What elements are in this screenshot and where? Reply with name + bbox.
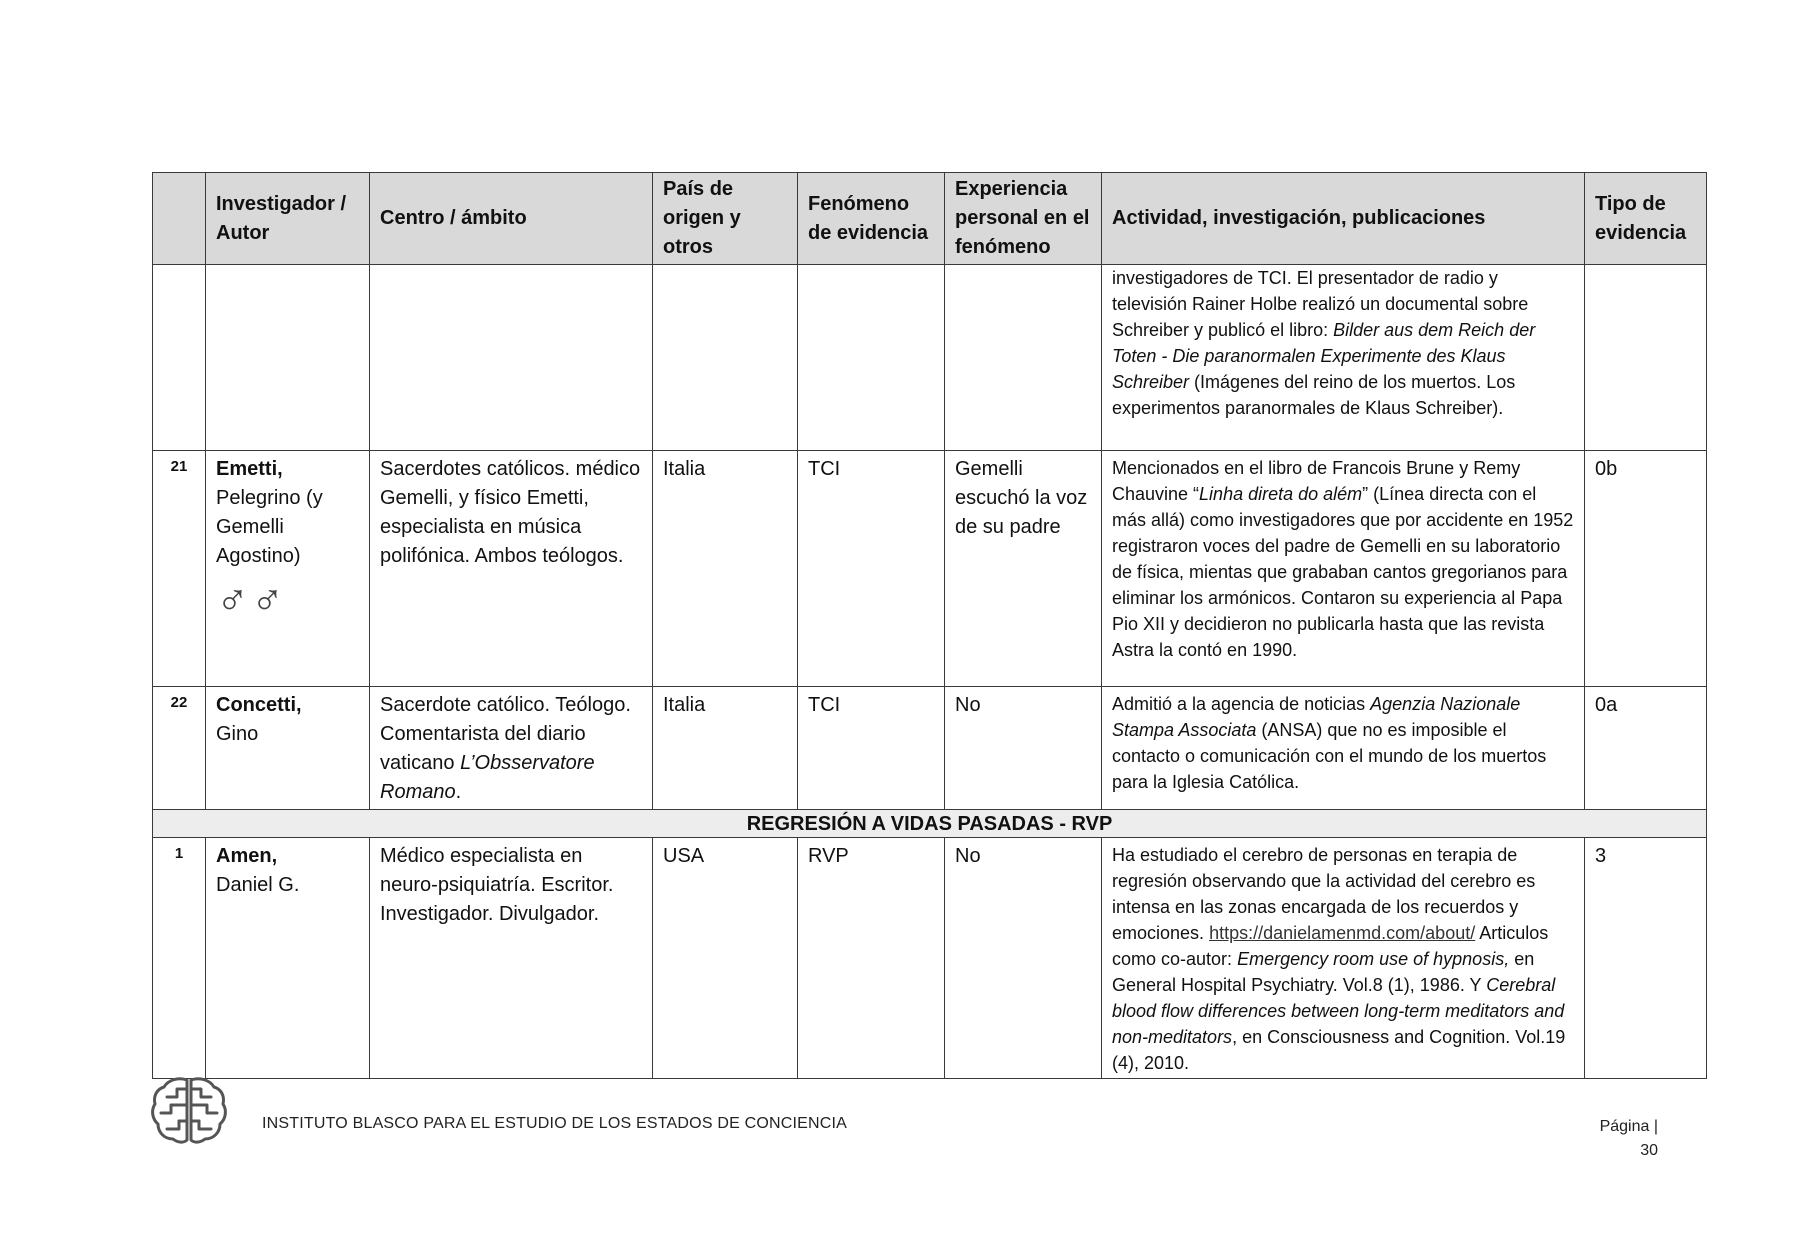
- cell-tipo: 0a: [1585, 687, 1707, 810]
- centro-text: .: [455, 781, 462, 803]
- header-experiencia: Experiencia personal en el fenómeno: [945, 173, 1102, 265]
- act-text: Ha estudiado el cerebro de personas en terapia de regresión observando que la actividad del cerebro es intensa en las zonas encargada de los recuerdos y emociones.: [1112, 845, 1536, 943]
- cell-tipo: 0b: [1585, 451, 1707, 687]
- header-investigador: Investigador / Autor: [206, 173, 370, 265]
- cell-pais: Italia: [653, 687, 798, 810]
- cell-centro: Médico especialista en neuro-psiquiatría. Escritor. Investigador. Divulgador.: [370, 838, 653, 1079]
- cell-empty: [153, 265, 206, 451]
- cell-investigador: [206, 687, 370, 810]
- act-text: Admitió a la agencia de noticias: [1112, 694, 1371, 714]
- footer-page: [1590, 1115, 1658, 1163]
- cell-pais: USA: [653, 838, 798, 1079]
- act-text: Articulos como co-autor:: [1112, 923, 1549, 969]
- website-link[interactable]: https://danielamenmd.com/about/: [1209, 923, 1476, 943]
- centro-text: Sacerdote católico. Teólogo. Comentarista del diario vaticano: [380, 694, 631, 774]
- article-title: Cerebral blood flow differences between long-term meditators and non-meditators: [1112, 975, 1565, 1047]
- page-number: 30: [1640, 1142, 1658, 1159]
- act-text: , en Consciousness and Cognition. Vol.19 (4), 2010.: [1112, 1027, 1566, 1073]
- cell-investigador: [206, 838, 370, 1079]
- cell-experiencia: No: [945, 838, 1102, 1079]
- cell-empty: [1585, 265, 1707, 451]
- research-table: [152, 172, 1707, 1079]
- male-gender-icon: ♂♂: [216, 574, 286, 623]
- act-text: investigadores de TCI. El presentador de radio y televisión Rainer Holbe realizó un documental sobre Schreiber y publicó el libro:: [1112, 268, 1529, 340]
- cell-pais: Italia: [653, 451, 798, 687]
- act-text: (ANSA) que no es imposible el contacto o comunicación con el mundo de los muertos para la Iglesia Católica.: [1112, 720, 1547, 792]
- table-row-21: [153, 451, 1707, 687]
- act-text: (Imágenes del reino de los muertos. Los experimentos paranormales de Klaus Schreiber).: [1112, 372, 1516, 418]
- cell-empty: [370, 265, 653, 451]
- page-label: Página |: [1599, 1118, 1658, 1135]
- header-fenomeno: Fenómeno de evidencia: [798, 173, 945, 265]
- footer-institute: INSTITUTO BLASCO PARA EL ESTUDIO DE LOS ESTADOS DE CONCIENCIA: [262, 1115, 848, 1132]
- cell-empty: [206, 265, 370, 451]
- act-text: Mencionados en el libro de Francois Brune y Remy Chauvine “: [1112, 458, 1521, 504]
- cell-experiencia: No: [945, 687, 1102, 810]
- row-number: 22: [153, 687, 206, 810]
- cell-empty: [653, 265, 798, 451]
- cell-fenomeno: TCI: [798, 687, 945, 810]
- table-row-22: [153, 687, 1707, 810]
- cell-empty: [945, 265, 1102, 451]
- cell-actividad: [1102, 265, 1585, 451]
- act-text: ” (Línea directa con el más allá) como investigadores que por accidente en 1952 registraron voces del padre de Gemelli en su laboratorio de física, mientas que grababan cantos gregorianos para eliminar los armónicos. Contaron su experiencia al Papa Pio XII y decidieron no publicarla hasta que las revista Astra la contó en 1990.: [1112, 484, 1574, 660]
- section-row: [153, 810, 1707, 838]
- cell-empty: [798, 265, 945, 451]
- newspaper-title: L’Obsservatore Romano: [380, 752, 595, 803]
- cell-experiencia: Gemelli escuchó la voz de su padre: [945, 451, 1102, 687]
- header-actividad: Actividad, investigación, publicaciones: [1102, 173, 1585, 265]
- row-number: 1: [153, 838, 206, 1079]
- header-centro: Centro / ámbito: [370, 173, 653, 265]
- act-text: en General Hospital Psychiatry. Vol.8 (1), 1986. Y: [1112, 949, 1535, 995]
- cell-tipo: 3: [1585, 838, 1707, 1079]
- author-given: Daniel G.: [216, 874, 300, 896]
- table-header-row: [153, 173, 1707, 265]
- author-surname: Concetti,: [216, 694, 302, 716]
- article-title: Emergency room use of hypnosis,: [1237, 949, 1510, 969]
- book-title: Bilder aus dem Reich der Toten - Die paranormalen Experimente des Klaus Schreiber: [1112, 320, 1536, 392]
- cell-centro: Sacerdotes católicos. médico Gemelli, y físico Emetti, especialista en música polifónica. Ambos teólogos.: [370, 451, 653, 687]
- author-surname: Amen,: [216, 845, 278, 867]
- cell-actividad: [1102, 451, 1585, 687]
- header-pais: País de origen y otros: [653, 173, 798, 265]
- row-number: 21: [153, 451, 206, 687]
- book-title: Linha direta do além: [1199, 484, 1363, 504]
- header-num: [153, 173, 206, 265]
- author-surname: Emetti,: [216, 458, 283, 480]
- author-given: Gino: [216, 723, 259, 745]
- table-row-continuation: [153, 265, 1707, 451]
- author-given: Pelegrino (y Gemelli Agostino): [216, 487, 323, 567]
- cell-actividad: [1102, 838, 1585, 1079]
- cell-fenomeno: RVP: [798, 838, 945, 1079]
- cell-fenomeno: TCI: [798, 451, 945, 687]
- cell-centro: [370, 687, 653, 810]
- cell-investigador: [206, 451, 370, 687]
- header-tipo: Tipo de evidencia: [1585, 173, 1707, 265]
- agency-name: Agenzia Nazionale Stampa Associata: [1112, 694, 1521, 740]
- cell-actividad: [1102, 687, 1585, 810]
- table-row-rvp-1: [153, 838, 1707, 1079]
- section-title: REGRESIÓN A VIDAS PASADAS - RVP: [153, 810, 1707, 838]
- brain-maze-icon: [150, 1074, 228, 1146]
